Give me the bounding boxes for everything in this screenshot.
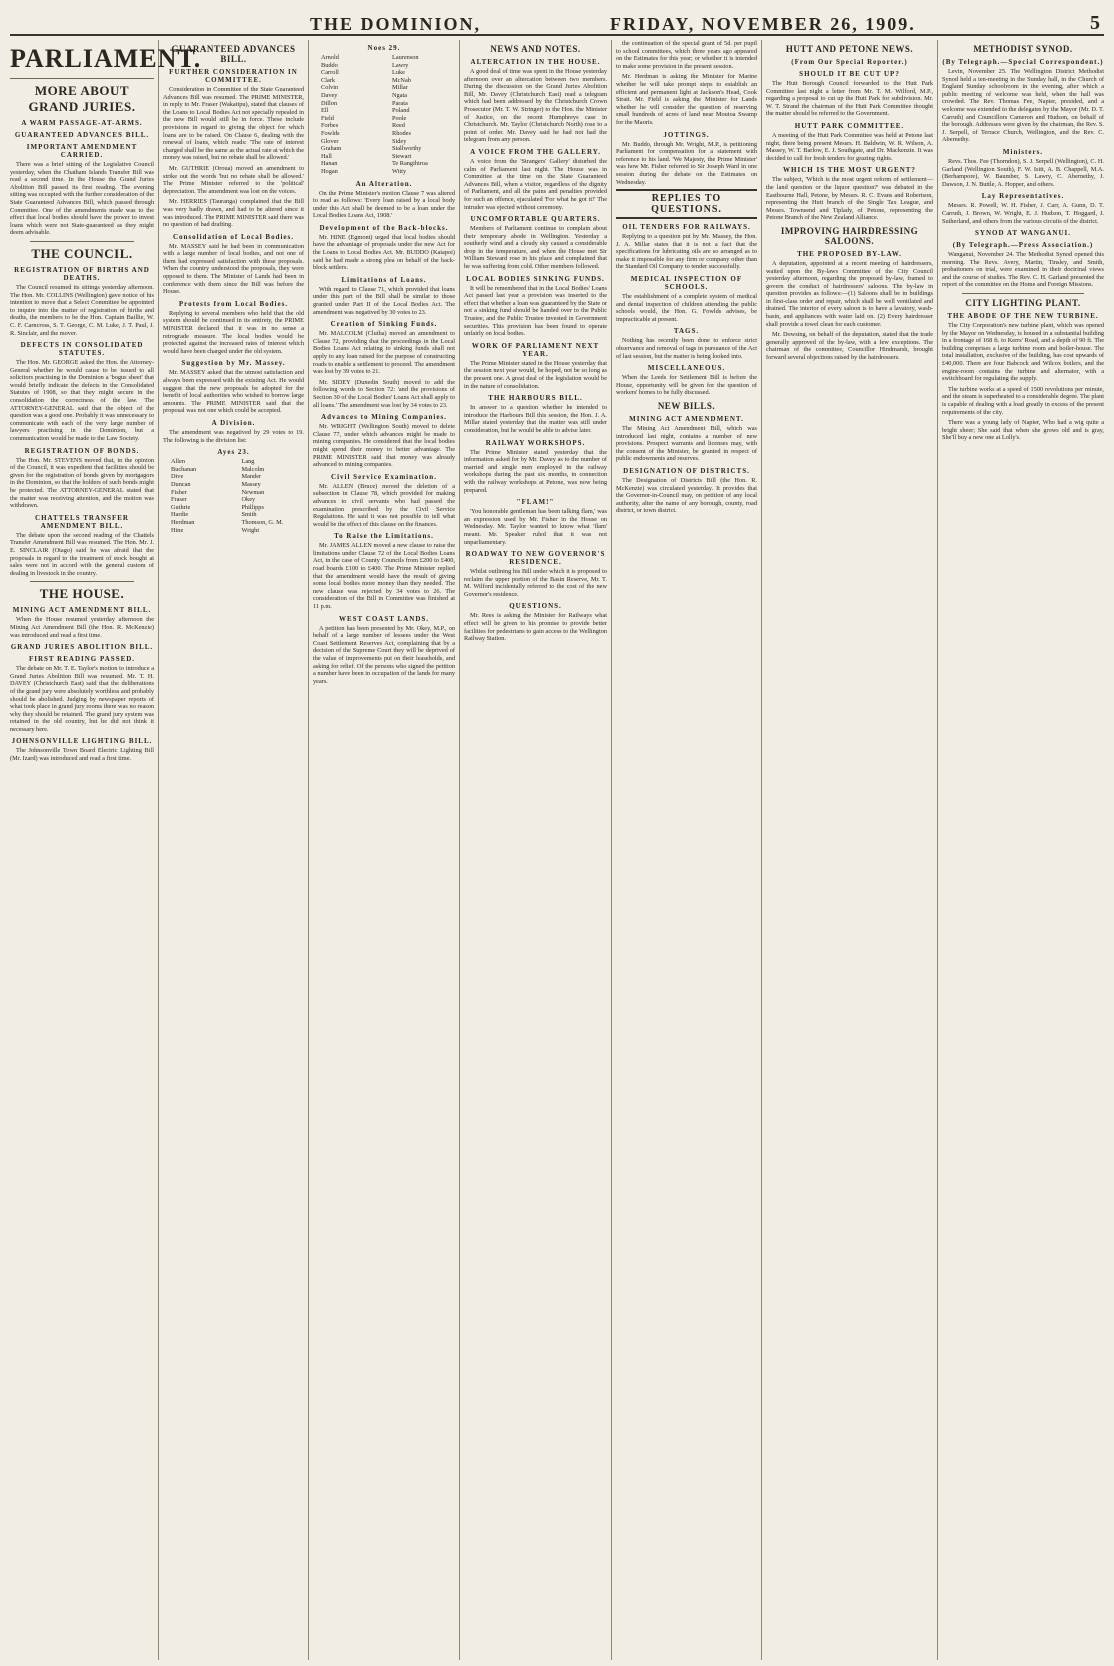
subheadline: REGISTRATION OF BONDS. xyxy=(24,446,140,455)
subheadline: MINING ACT AMENDMENT BILL. xyxy=(12,606,152,615)
name-entry: Lang xyxy=(241,458,255,466)
name-entry: Ngata xyxy=(392,91,408,99)
subheadline: Advances to Mining Companies. xyxy=(321,413,447,422)
name-entry: Fraser xyxy=(171,496,187,504)
article-paragraph: The Mining Act Amendment Bill, which was introduced last night, contains a number of new provisions. Prospect warrants and licenses may, with the consent of the Minister, be granted in respect of public endowments and reserves. xyxy=(616,425,757,463)
article-paragraph: The turbine works at a speed of 1500 revolutions per minute, and the steam is superheated to a considerable degree. The plant is capable of dealing with a load greatly in excess of the present requirements of the city. xyxy=(942,385,1104,416)
subheadline: WORK OF PARLIAMENT NEXT YEAR. xyxy=(471,341,600,358)
name-entry: Guthrie xyxy=(171,503,191,511)
article-paragraph: Replying to several members who held that the old system should be continued in its entirety, the PRIME MINISTER declared that it was in no sense a retrograde measure. The local bodies would be protected against the increased rates of interest which would have been charged under the old system. xyxy=(163,309,304,355)
name-entry: Buchanan xyxy=(171,465,197,473)
name-entry: Newman xyxy=(241,488,265,496)
name-entry: Massey xyxy=(241,480,261,488)
subheadline: Ministers. xyxy=(1002,147,1044,156)
article-paragraph: 'You honorable gentleman has been talking flam,' was an expression used by Mr. Fisher in the House on Wednesday. Mr. Taylor wanted to know what 'flam' meant. Mr. Speaker ruled that it was not unparliamentary. xyxy=(464,508,607,546)
subheadline: WEST COAST LANDS. xyxy=(338,614,430,623)
article-paragraph: The City Corporation's new turbine plant, which was opened by the Mayor on Wednesday, is housed in a substantial building in a frontage of 168 ft. to Kerrs' Road, and a depth of 90 ft. The building comprises a large turbine room and boiler-house. The total installation, exclusive of the building, has cost upwards of £40,000. There are four Babcock and Wilcox boilers, and the engine-room contains the turbine and alternator, with a switchboard for regulating the supply. xyxy=(942,322,1104,383)
subheadline: Limitations of Loans. xyxy=(341,275,427,284)
divider xyxy=(30,581,134,582)
article-paragraph: Mr. HINE (Egmont) urged that local bodies should have the advantage of proposals under the new Act for the Loans to Local Bodies Act. Mr. BUDDO (Kaiapoi) said he had made a strong plea on behalf of the back-block settlers. xyxy=(313,233,455,272)
subheadline: GRAND JURIES ABOLITION BILL. xyxy=(10,643,154,652)
subheadline: WHICH IS THE MOST URGENT? xyxy=(783,166,916,175)
article-paragraph: The Prime Minister stated yesterday that the information asked for by Mr. Davey as to the number of married and single men employed in the railway workshops during the past six months, in connection with the railway workshops at Petone, was now being prepared. xyxy=(464,448,607,494)
article-paragraph: With regard to Clause 71, which provided that loans under this part of the Bill shall be similar to those granted under Part II of the Local Bodies Act. The amendment was negatived by 30 votes to 23. xyxy=(313,285,455,316)
article-paragraph: The Hon. Mr. STEVENS moved that, in the opinion of the Council, it was expedient that facilities should be given for the registration of bonds given by mortgagors in the Dominion, so that the holders of such bonds might be protected. The ATTORNEY-GENERAL stated that the matter was receiving attention, and the motion was withdrawn. xyxy=(10,456,154,510)
article-paragraph: When the House resumed yesterday afternoon the Mining Act Amendment Bill (the Hon. R. McKenzie) was introduced and read a first time. xyxy=(10,616,154,639)
subheadline: THE PROPOSED BY-LAW. xyxy=(797,249,902,258)
article-paragraph: It will be remembered that in the Local Bodies' Loans Act passed last year a provision was inserted to the effect that whether a loan was guaranteed by the State or not a sinking fund should be handed over to the Public Trustee, and the Public Trustee invested in Government securities. This provision has been found to operate unfairly on local bodies. xyxy=(464,284,607,338)
masthead xyxy=(10,6,1104,36)
article-paragraph: The Prime Minister stated in the House yesterday that the session next year would, he hoped, not be so long as the present one. A great deal of the legislation would be in the nature of consolidation. xyxy=(464,359,607,390)
name-entry: Fisher xyxy=(171,488,187,496)
headline: GUARANTEED ADVANCES BILL. xyxy=(171,44,296,64)
subheadline: THE HARBOURS BILL. xyxy=(488,394,583,403)
article-paragraph: In answer to a question whether he intended to introduce the Harbours Bill this session, the Hon. J. A. Millar stated yesterday that the matter was still under consideration, but he would be able to advise later. xyxy=(464,404,607,434)
column-3 xyxy=(309,40,460,1660)
article-paragraph: The Hutt Borough Council forwarded to the Hutt Park Committee last night a letter from Mr. T. M. Wilford, M.P., regarding a proposal to cut up the Hutt Park for subdivision. Mr. W. T. Strand the chairman of the Hutt Park Committee thought the matter should be referred to the Government. xyxy=(766,80,933,118)
divider xyxy=(962,293,1084,294)
article-paragraph: The debate upon the second reading of the Chattels Transfer Amendment Bill was resumed. The Hon. Mr. J. E. SINCLAIR (Otago) said he was afraid that the proposals in regard to the treatment of stock bought at sales were not in accord with the general custom of dealing in livestock in the country. xyxy=(10,531,154,577)
section-heading-house: THE HOUSE. xyxy=(39,586,125,602)
article-paragraph: Members of Parliament continue to complain about their temporary abode in Wellington. Yesterday a southerly wind and a cloudy sky caused a considerable drop in the temperature, and when the House met Sir William Steward rose in his place and complained that he was suffering from cold. Other members followed. xyxy=(464,225,607,271)
masthead-date: FRIDAY, NOVEMBER 26, 1909. xyxy=(610,14,916,34)
subheadline: REGISTRATION OF BIRTHS AND DEATHS. xyxy=(14,265,150,282)
subheadline: MISCELLANEOUS. xyxy=(647,364,726,373)
subheadline: FIRST READING PASSED. xyxy=(28,655,136,664)
subheadline: THE ABODE OF THE NEW TURBINE. xyxy=(947,312,1099,321)
article-paragraph: the continuation of the special grant of 5d. per pupil to school committees, which three years ago appeared on the Estimates for this year; or whether it is intended to make some provision in the present session. xyxy=(616,40,757,70)
name-entry: Hine xyxy=(171,526,184,534)
name-entry: Field xyxy=(321,114,334,122)
headline: IMPROVING HAIRDRESSING SALOONS. xyxy=(780,225,919,246)
subheadline: Development of the Back-blocks. xyxy=(319,223,449,232)
name-entry: Hanan xyxy=(321,160,338,168)
article-paragraph: The Designation of Districts Bill (the Hon. R. McKenzie) was circulated yesterday. It provides that the Governor-in-Council may, on petition of any local authority, alter the name of any borough, county, road district, or town district. xyxy=(616,476,757,515)
name-entry: Mander xyxy=(241,473,262,481)
article-paragraph: Mr. Buddo, through Mr. Wright, M.P., is petitioning Parliament for compensation for a statement with reference to his land. 'We Majesty, the Prime Minister' was how Mr. Fisher referred to Sir Joseph Ward in one session during the debate on the Estimates on Wednesday. xyxy=(616,140,757,186)
subheadline: SYNOD AT WANGANUI. xyxy=(975,229,1071,238)
article-paragraph: Nothing has recently been done to enforce strict observance and removal of tags in pursuance of the Act of last session, but the matter is being looked into. xyxy=(616,337,757,360)
division-ayes-list xyxy=(171,458,304,534)
section-heading-replies: REPLIES TO QUESTIONS. xyxy=(616,189,757,219)
subheadline: OIL TENDERS FOR RAILWAYS. xyxy=(622,223,751,232)
subheadline: TAGS. xyxy=(673,327,700,336)
name-entry: Rhodes xyxy=(392,129,411,137)
name-entry: Poland xyxy=(392,107,410,115)
name-entry: Phillipps xyxy=(241,503,264,511)
name-entry: Dive xyxy=(171,473,184,481)
article-paragraph: A meeting of the Hutt Park Committee was held at Petone last night, there being present Messrs. H. Baldwin, W. R. Wilson, A. Massey, W. T. Barlow, E. J. Southgate, and Dr. Mackenzie. It was decided to call for fresh tenders for grazing rights. xyxy=(766,131,933,162)
subheadline: FURTHER CONSIDERATION IN COMMITTEE. xyxy=(169,68,298,84)
subheadline: Civil Service Examination. xyxy=(331,472,437,481)
article-paragraph: When the Leeds for Settlement Bill is before the House, opportunity will be given for the question of workers' homes to be fully discussed. xyxy=(616,374,757,397)
divider xyxy=(30,241,134,242)
subheadline: An Alteration. xyxy=(355,179,413,188)
article-paragraph: Levin, November 25. The Wellington District Methodist Synod held a ten-meeting in the Sunday hall, in the Church of England Sunday schoolroom in the evening, after which a public meeting of welcome was held, when the hall was crowded. The Rev. Thomas Fee, Napier, presided, and a welcome was extended to the delegates by the Mayor (Mr. D. T. Carruth) and Councillors Cameron and Hudson, on behalf of the borough. Addresses were given by the chairman, the Rev. S. J. Serpell, of Terrace Church, Wellington, and the Rev. C. Abernethy. xyxy=(942,68,1104,144)
subheadline: Creation of Sinking Funds. xyxy=(330,320,438,329)
name-entry: Carroll xyxy=(321,69,339,77)
article-paragraph: Mr. Dowsing, on behalf of the deputation, stated that the trade generally approved of the by-law, with a few exceptions. The chairman of the committee, Councillor Hindmarsh, brought forward several objections raised by the hairdressers. xyxy=(766,331,933,362)
subheadline: DEFECTS IN CONSOLIDATED STATUTES. xyxy=(20,341,144,358)
article-paragraph: The amendment was negatived by 29 votes to 19. The following is the division list: xyxy=(163,428,304,444)
name-entry: Poole xyxy=(392,114,407,122)
subheadline: Protests from Local Bodies. xyxy=(178,299,289,308)
column-6 xyxy=(762,40,938,1660)
subheadline: SHOULD IT BE CUT UP? xyxy=(799,70,900,78)
subheadline: (From Our Special Reporter.) xyxy=(791,58,908,66)
column-7 xyxy=(938,40,1108,1660)
name-entry: Stallworthy xyxy=(392,145,422,153)
column-2 xyxy=(159,40,309,1660)
name-entry: Okey xyxy=(241,496,256,504)
article-paragraph: Revs. Thos. Fee (Thorndon), S. J. Serpell (Wellington), C. H. Garland (Wellington South), F. W. Isitt, A. B. Chappell, M.A. (Berhampore), W. Baumber, S. Lawry, C. Abernethy, J. Dawson, J. N. Buttle, A. Hopper, and others. xyxy=(942,157,1104,188)
article-paragraph: Mr. GUTHRIE (Oroua) moved an amendment to strike out the words 'but no rebate shall be allowed.' The Prime Minister referred to the 'political' depreciation. The amendment was lost on the voices. xyxy=(163,164,304,195)
name-entry: Fowlds xyxy=(321,129,340,137)
name-entry: Hogan xyxy=(321,167,338,175)
subheadline: ALTERCATION IN THE HOUSE. xyxy=(470,58,601,66)
article-paragraph: Mr. ALLEN (Bruce) moved the deletion of a subsection in Clause 78, which provided for making advances to civil servants who had passed the examination prescribed by the Civil Service Regulations. He said it was not possible to tell what would be the effect of this clause on the finances. xyxy=(313,482,455,528)
name-entry: Te Rangihiroa xyxy=(392,160,428,168)
article-paragraph: On the Prime Minister's motion Clause 7 was altered to read as follows: 'Every loan raised by a local body under this Act shall be deemed to be a loan under the Local Bodies Loans Act, 1908.' xyxy=(313,189,455,220)
headline: NEW BILLS. xyxy=(657,401,716,411)
article-paragraph: Replying to a question put by Mr. Massey, the Hon. J. A. Millar states that it is not a fact that the specifications for lubricating oils are so arranged as to make it impossible for any firm or company other than the Standard Oil Company to tender successfully. xyxy=(616,233,757,271)
article-paragraph: Mr. WRIGHT (Wellington South) moved to delete Clause 77, under which advances might be made to mining companies. He considered that the local bodies might spend their money to better advantage. The PRIME MINISTER said that money was already advanced to mining companies. xyxy=(313,423,455,469)
article-paragraph: There was a brief sitting of the Legislative Council yesterday, when the Chatham Islands Transfer Bill was read a second time. In the House the Grand Juries Abolition Bill passed its first reading. The evening sitting was occupied with the further consideration of the State Guaranteed Advances Bill, which passed through Committee. One of the amendments made was to the effect that local bodies should have the power to invest loans which were not State-guaranteed as they might deem advisable. xyxy=(10,161,154,237)
subheadline: IMPORTANT AMENDMENT CARRIED. xyxy=(26,143,138,159)
name-entry: Smith xyxy=(241,511,257,519)
article-paragraph: A voice from the 'Strangers' Gallery' disturbed the calm of Parliament last night. The House was in Committee at the time on the State Guaranteed Advances Bill, when a visitor, regardless of the dignity of Parliament, and all the pains and penalties provided for such an offence, ejaculated 'For what he got it!' The intruder was ejected without ceremony. xyxy=(464,157,607,211)
name-entry: Ell xyxy=(321,107,329,115)
division-ayes-label: Ayes 23. xyxy=(217,448,250,457)
article-paragraph: Mr. MALCOLM (Clutha) moved an amendment to Clause 72, providing that the proceedings in the Local Bodies Loans Act relating to sinking funds shall not apply to any loan raised for the purpose of constructing roads to enable a settlement to proceed. The amendment was lost by 39 votes to 21. xyxy=(313,330,455,376)
subheadline: DESIGNATION OF DISTRICTS. xyxy=(623,466,750,475)
subheadline: CHATTELS TRANSFER AMENDMENT BILL. xyxy=(35,513,129,530)
article-paragraph: Mr. Herdman is asking the Minister for Marine whether he will take prompt steps to establish an efficient and permanent light at Jackson's Head, Cook Strait. Mr. Field is asking the Minister for Lands whether he will consider the question of reserving small hundreds of acres of land near Moutoa Swamp for the Maoris. xyxy=(616,73,757,126)
column-5 xyxy=(612,40,762,1660)
subheadline: A VOICE FROM THE GALLERY. xyxy=(470,147,601,156)
name-entry: McNab xyxy=(392,76,411,84)
subheadline: HUTT PARK COMMITTEE. xyxy=(794,121,905,130)
headline: NEWS AND NOTES. xyxy=(490,44,581,54)
headline: HUTT AND PETONE NEWS. xyxy=(785,44,914,54)
subheadline: JOHNSONVILLE LIGHTING BILL. xyxy=(11,737,153,746)
article-paragraph: The Johnsonville Town Board Electric Lighting Bill (Mr. Izard) was introduced and read a first time. xyxy=(10,747,154,763)
advertisement-verse: There was a young lady of Napier, Who had a wig quite a bright sheer; She said that when she grows old and is gray, She'll buy a new one at Lolly's. xyxy=(942,419,1104,442)
name-entry: Millar xyxy=(392,84,408,92)
subheadline: "FLAM!" xyxy=(516,498,555,507)
name-entry: Davey xyxy=(321,91,338,99)
article-paragraph: The subject, 'Which is the most urgent reform of settlement—the land question or the liquor question?' was debated in the Eastbourne Hall, Petone, by Messrs. R. C. Evans and Robertson, representing the Hutt branch of the Single Tax League, and Messrs. Townsend and Tiplady, of Petone, representing the Petone Branch of the New Zealand Alliance. xyxy=(766,176,933,222)
subheadline: MINING ACT AMENDMENT. xyxy=(629,415,744,423)
page-number: 5 xyxy=(1090,12,1100,34)
article-paragraph: The Hon. Mr. GEORGE asked the Hon. the Attorney-General whether he would cause to be issued to all solicitors practising in the Dominion a 'bogus sheet' that would briefly indicate the defects in the Consolidated Statutes of 1908, so that they might secure in the consolidation the correctness of the law. The ATTORNEY-GENERAL said that the object of the question was a good one. Probably it was unnecessary to communicate with each of the very large number of lawyers practising in the Dominion, but a communication would be made to the Law Society. xyxy=(10,359,154,443)
article-paragraph: A petition has been presented by Mr. Okey, M.P., on behalf of a large number of lessees under the West Coast Settlement Reserves Act, complaining that by a decision of the Supreme Court they will be deprived of the value of improvements put on their leaseholds, and asking for relief. Of the persons who signed the petition a number have been in occupation of the lands for many years. xyxy=(313,624,455,685)
name-entry: Duncan xyxy=(171,480,191,488)
name-entry: Allen xyxy=(171,458,185,466)
subheadline: JOTTINGS. xyxy=(663,130,710,139)
article-paragraph: Mr. Rees is asking the Minister for Railways what effect will be given to his promise to provide better facilities for pedestrians to gain access to the Wellington Railway Station. xyxy=(464,612,607,643)
article-paragraph: A good deal of time was spent in the House yesterday afternoon over an altercation between two members. During the discussion on the Grand Juries Abolition Bill, Mr. Davey (Christchurch East) read a telegram which had been addressed by the Christchurch Crown Prosecutor (Mr. T. W. Stringer) to the Hon. the Minister of Justice, on the recent Humphreys case in Christchurch. Mr. Taylor (Christchurch North) rose to a point of order. Mr. Davey said he had not had the telegram from any person. xyxy=(464,68,607,144)
name-entry: Parata xyxy=(392,99,408,107)
name-entry: Thomson, G. M. xyxy=(241,518,284,526)
subheadline: QUESTIONS. xyxy=(509,602,562,611)
article-paragraph: Wanganui, November 24. The Methodist Synod opened this morning. The Revs. Avery, Martin, Tinsley, and Smith, probationers on trial, were examined in their doctrinal views and the course of studies. The Rev. C. H. Garland presented the report of the committee on the Home and Foreign Missions. xyxy=(942,251,1104,289)
article-paragraph: Mr. MASSEY asked that the utmost satisfaction and always been expressed with the existing Act. He would suggest that the new proposals be adopted for the benefit of local authorities who wished to borrow large amounts. The PRIME MINISTER said that the proposal was not one which could be accepted. xyxy=(163,369,304,415)
name-entry: Arnold xyxy=(321,54,339,61)
name-entry: Stewart xyxy=(392,152,412,160)
name-entry: Witty xyxy=(392,167,407,175)
subheadline: (By Telegraph.—Press Association.) xyxy=(952,241,1094,250)
name-entry: Clark xyxy=(321,76,335,84)
article-paragraph: Messrs. R. Powell, W. H. Fisher, J. Carr, A. Gunn, D. T. Carruth, J. Brown, W. Wright, E. J. Hudson, T. Hoggard, J. Sutherland, and others from the various circuits of the district. xyxy=(942,202,1104,225)
article-paragraph: The Council resumed its sittings yesterday afternoon. The Hon. Mr. COLLINS (Wellington) gave notice of his intention to move that a Select Committee be appointed to inquire into the matter of registration of births and deaths, the members to be the Hon. Captain Baillie, W. C. F. Carncross, S. T. George, C. M. Luke, J. T. Paul, J. R. Sinclair, and the mover. xyxy=(10,283,154,337)
subheadline: A WARM PASSAGE-AT-ARMS. xyxy=(21,119,143,127)
name-entry: Lawry xyxy=(392,61,409,69)
name-entry: Graham xyxy=(321,145,342,153)
subheadline: (By Telegraph.—Special Correspondent.) xyxy=(942,58,1104,66)
subheadline: MEDICAL INSPECTION OF SCHOOLS. xyxy=(630,275,743,292)
name-entry: Malcolm xyxy=(241,465,265,473)
subheadline: LOCAL BODIES SINKING FUNDS. xyxy=(466,274,605,283)
article-paragraph: Mr. HERRIES (Tauranga) complained that the Bill was very badly drawn, and had to be altered since it was introduced. The PRIME MINISTER said there was no question of bad drafting. xyxy=(163,198,304,229)
name-entry: Colvin xyxy=(321,84,339,92)
subheadline: A Division. xyxy=(211,418,256,427)
name-entry: Reed xyxy=(392,122,405,130)
name-entry: Dillon xyxy=(321,99,338,107)
subheadline: UNCOMFORTABLE QUARTERS. xyxy=(470,215,601,224)
article-paragraph: Mr. JAMES ALLEN moved a new clause to raise the limitations under Clause 72 of the Local Bodies Loans Act, in the case of County Councils from £200 to £400, road boards £100 to £400. The Prime Minister replied that the amendment would have the result of giving some local bodies more money than they needed. The new clause was rejected by 34 votes to 26. The consideration of the Bill in Committee was finished at 11 p.m. xyxy=(313,542,455,611)
name-entry: Luke xyxy=(392,69,405,77)
article-paragraph: Whilst outlining his Bill under which it is proposed to reclaim the upper portion of the Basin Reserve, Mr. T. M. Wilford incidentally referred to the cost of the new Governor's residence. xyxy=(464,568,607,598)
division-noes-list xyxy=(321,54,455,176)
article-paragraph: Mr. MASSEY said he had been in communication with a large number of local bodies, and not one of them had expressed satisfaction with these proposals. When the country understood the proposals, they were opposed to them. The Minister of Lands had been in conference with them since the Bill was before the House. xyxy=(163,242,304,296)
name-entry: Hardie xyxy=(171,511,189,519)
subheadline: ROADWAY TO NEW GOVERNOR'S RESIDENCE. xyxy=(465,550,606,567)
column-4 xyxy=(460,40,612,1660)
subheadline: To Raise the Limitations. xyxy=(334,532,434,541)
section-heading-council: THE COUNCIL. xyxy=(31,245,133,261)
name-entry: Hall xyxy=(321,152,332,160)
masthead-title: THE DOMINION, xyxy=(310,14,482,34)
name-entry: Forbes xyxy=(321,122,339,130)
name-entry: Herdman xyxy=(171,518,195,526)
name-entry: Sidey xyxy=(392,137,407,145)
name-entry: Laurenson xyxy=(392,54,419,61)
headline: CITY LIGHTING PLANT. xyxy=(965,298,1081,309)
subheadline: RAILWAY WORKSHOPS. xyxy=(485,438,586,447)
article-paragraph: The establishment of a complete system of medical and dental inspection of children attending the public schools would, the Hon. G. Fowlds advises, be impracticable at present. xyxy=(616,293,757,323)
section-heading-parliament: PARLIAMENT. xyxy=(10,44,154,79)
headline: MORE ABOUT GRAND JURIES. xyxy=(28,83,136,114)
article-paragraph: The debate on Mr. T. E. Taylor's motion to introduce a Grand Juries Abolition Bill was resumed. Mr. T. H. DAVEY (Christchurch East) said that the deliberations of the grand jury were absolutely worthless and probably should be abolished. Judging by newspaper reports of what took place in grand jury rooms there was no reason why they should be retained. The grand jury system was retained in the old country, but he did not think it necessary here. xyxy=(10,665,154,733)
subheadline: GUARANTEED ADVANCES BILL. xyxy=(14,131,150,139)
subheadline: Consolidation of Local Bodies. xyxy=(172,232,294,241)
name-entry: Glover xyxy=(321,137,339,145)
article-paragraph: Mr. SIDEY (Dunedin South) moved to add the following words to Section 72: 'and the provisions of Section 30 of the Local Bodies' Loans Act shall apply to all loans.' The amendment was lost by 34 votes to 23. xyxy=(313,378,455,409)
article-paragraph: A deputation, appointed at a recent meeting of hairdressers, waited upon the By-laws Committee of the City Council yesterday afternoon, regarding the proposed by-law, framed to govern the conduct of hairdressers' saloons. The by-law in question provides as follows:—(1) Saloons shall be in buildings in first-class order and repair, which shall be well ventilated and drained. The interior of every saloon is to have a lavatory, wash-basin, and appliances with water laid on. (2) Every hairdresser shall provide a towel clean for each customer. xyxy=(766,259,933,328)
division-noes-label: Noes 29. xyxy=(367,44,401,52)
article-paragraph: Consideration in Committee of the State Guaranteed Advances Bill was resumed. The PRIME MINISTER, in reply to Mr. Fraser (Wakatipu), stated that clauses of the Loans to Local Bodies Act not specially repealed in the new Bill would still be in force. These include provisions in regard to giving the object for which loans are to be raised. On Clause 6, dealing with the renewal of loans, which reads: 'The rate of interest charged shall be the same as the actual rate at which the money was raised, but no rebate shall be allowed.' xyxy=(163,86,304,162)
subheadline: Lay Representatives. xyxy=(981,192,1065,201)
name-entry: Buddo xyxy=(321,61,338,69)
name-entry: Wright xyxy=(241,526,260,534)
headline: METHODIST SYNOD. xyxy=(973,44,1073,54)
subheadline: Suggestion by Mr. Massey. xyxy=(181,359,286,368)
